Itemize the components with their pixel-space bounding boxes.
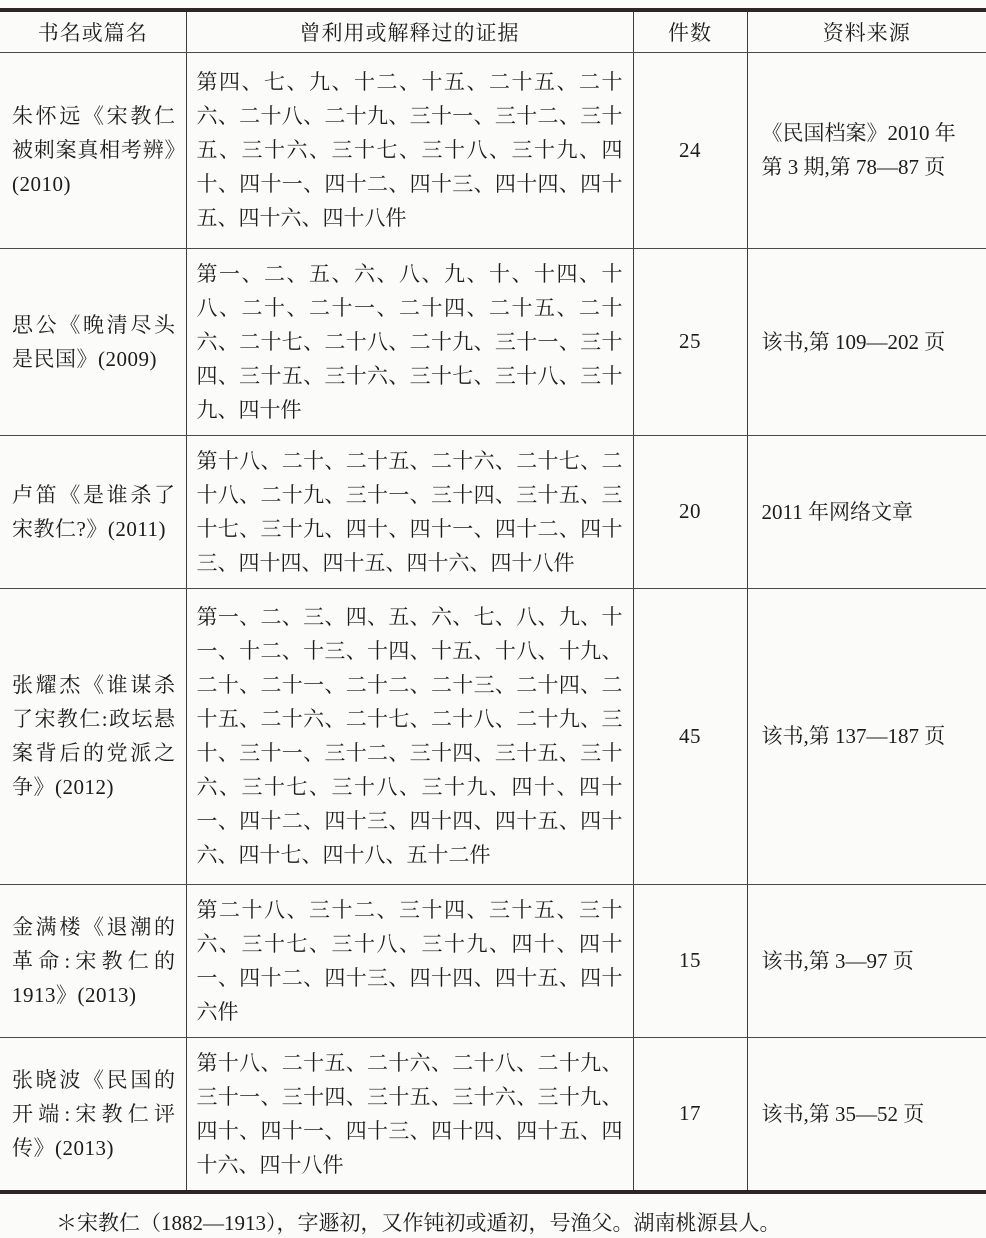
count-cell: 17 <box>633 1037 747 1192</box>
count-cell: 15 <box>633 884 747 1037</box>
column-header-evidence: 曾利用或解释过的证据 <box>186 10 633 52</box>
book-title-cell: 张晓波《民国的开端:宋教仁评传》(2013) <box>0 1037 186 1192</box>
evidence-cell: 第四、七、九、十二、十五、二十五、二十六、二十八、二十九、三十一、三十二、三十五、三十六、三十七、三十八、三十九、四十、四十一、四十二、四十三、四十四、四十五、四十六、四十八件 <box>186 52 633 248</box>
column-header-source: 资料来源 <box>747 10 986 52</box>
source-cell: 该书,第 137—187 页 <box>747 588 986 884</box>
count-cell: 20 <box>633 435 747 588</box>
count-cell: 25 <box>633 248 747 435</box>
column-header-count: 件数 <box>633 10 747 52</box>
table-row <box>0 884 986 1037</box>
table-row <box>0 588 986 884</box>
source-cell: 《民国档案》2010 年第 3 期,第 78—87 页 <box>747 52 986 248</box>
table-row <box>0 1037 986 1192</box>
source-cell: 该书,第 3—97 页 <box>747 884 986 1037</box>
table-row <box>0 248 986 435</box>
book-title-cell: 思公《晚清尽头是民国》(2009) <box>0 248 186 435</box>
book-title-cell: 金满楼《退潮的革命:宋教仁的1913》(2013) <box>0 884 186 1037</box>
evidence-cell: 第一、二、五、六、八、九、十、十四、十八、二十、二十一、二十四、二十五、二十六、二十七、二十八、二十九、三十一、三十四、三十五、三十六、三十七、三十八、三十九、四十件 <box>186 248 633 435</box>
footnote: ＊宋教仁（1882—1913），字遯初，又作钝初或遁初，号渔父。湖南桃源县人。 <box>56 1210 781 1235</box>
book-title-cell: 朱怀远《宋教仁被刺案真相考辨》(2010) <box>0 52 186 248</box>
count-cell: 24 <box>633 52 747 248</box>
evidence-cell: 第十八、二十五、二十六、二十八、二十九、三十一、三十四、三十五、三十六、三十九、四十、四十一、四十三、四十四、四十五、四十六、四十八件 <box>186 1037 633 1192</box>
header-row <box>0 10 986 52</box>
book-title-cell: 张耀杰《谁谋杀了宋教仁:政坛悬案背后的党派之争》(2012) <box>0 588 186 884</box>
source-cell: 该书,第 109—202 页 <box>747 248 986 435</box>
column-header-title: 书名或篇名 <box>0 10 186 52</box>
table-row <box>0 435 986 588</box>
evidence-cell: 第一、二、三、四、五、六、七、八、九、十一、十二、十三、十四、十五、十八、十九、二十、二十一、二十二、二十三、二十四、二十五、二十六、二十七、二十八、二十九、三十、三十一、三十二、三十四、三十五、三十六、三十七、三十八、三十九、四十、四十一、四十二、四十三、四十四、四十五、四十六、四十七、四十八、五十二件 <box>186 588 633 884</box>
book-title-cell: 卢笛《是谁杀了宋教仁?》(2011) <box>0 435 186 588</box>
source-cell: 2011 年网络文章 <box>747 435 986 588</box>
source-cell: 该书,第 35—52 页 <box>747 1037 986 1192</box>
evidence-cell: 第二十八、三十二、三十四、三十五、三十六、三十七、三十八、三十九、四十、四十一、四十二、四十三、四十四、四十五、四十六件 <box>186 884 633 1037</box>
count-cell: 45 <box>633 588 747 884</box>
evidence-citation-table <box>0 8 986 1194</box>
evidence-cell: 第十八、二十、二十五、二十六、二十七、二十八、二十九、三十一、三十四、三十五、三十七、三十九、四十、四十一、四十二、四十三、四十四、四十五、四十六、四十八件 <box>186 435 633 588</box>
table-row <box>0 52 986 248</box>
